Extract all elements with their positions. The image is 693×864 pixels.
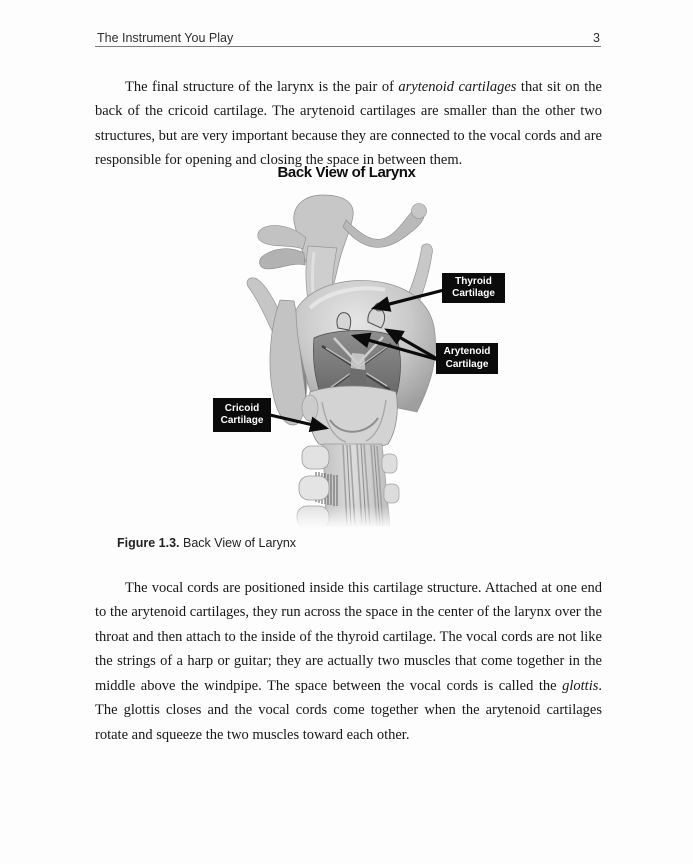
label-arytenoid-cartilage — [436, 343, 498, 374]
label-thyroid-cartilage — [442, 273, 505, 303]
paragraph-intro-italic-term: arytenoid cartilages — [398, 78, 517, 95]
caption-text: Back View of Larynx — [179, 536, 297, 550]
label-cricoid-line1: Cricoid — [224, 402, 260, 414]
label-cricoid-line2: Cartilage — [220, 415, 264, 426]
paragraph-vocal-cords — [95, 576, 602, 748]
page-header — [97, 27, 600, 45]
figure-caption — [117, 536, 296, 550]
trachea-shape — [290, 444, 410, 528]
paragraph-vocal-cords-seg3: . The glottis closes and the vocal cords come together when the arytenoid cartilages rotate and squeeze the two muscles toward each other. — [95, 677, 602, 744]
paragraph-vocal-cords-italic-term: glottis — [562, 677, 599, 694]
paragraph-intro — [95, 75, 602, 173]
paragraph-intro-seg1: The final structure of the larynx is the pair of — [125, 78, 399, 95]
label-cricoid-cartilage — [213, 398, 271, 432]
paragraph-vocal-cords-seg1: The vocal cords are positioned inside this cartilage structure. Attached at one end to the arytenoid cartilages, they run across the space in the center of the larynx over the throat and then attach to the inside of the thyroid cartilage. The vocal cords are not like the strings of a harp or guitar; they are actually two muscles that come together in the middle above the windpipe. The space between the vocal cords is called the — [95, 579, 602, 694]
page-number: 3 — [593, 31, 600, 45]
label-arytenoid-line1: Arytenoid — [443, 346, 491, 357]
cricoid-cartilage-shape — [302, 386, 397, 449]
label-thyroid-line1: Thyroid — [455, 275, 492, 287]
label-thyroid-line2: Cartilage — [452, 288, 495, 299]
label-arytenoid-line2: Cartilage — [445, 358, 489, 370]
caption-figure-number: Figure 1.3. — [117, 536, 180, 550]
larynx-figure — [210, 188, 510, 528]
header-rule — [95, 46, 601, 47]
figure-title: Back View of Larynx — [277, 164, 416, 181]
running-head-title: The Instrument You Play — [97, 31, 234, 45]
hyoid-bone-shape — [258, 195, 427, 283]
paragraph-intro-seg3: that sit on the back of the cricoid cartilage. The arytenoid cartilages are smaller than the other two structures, but are very important because they are connected to the vocal cords and are responsible for opening and closing the space in between them. — [95, 78, 602, 169]
